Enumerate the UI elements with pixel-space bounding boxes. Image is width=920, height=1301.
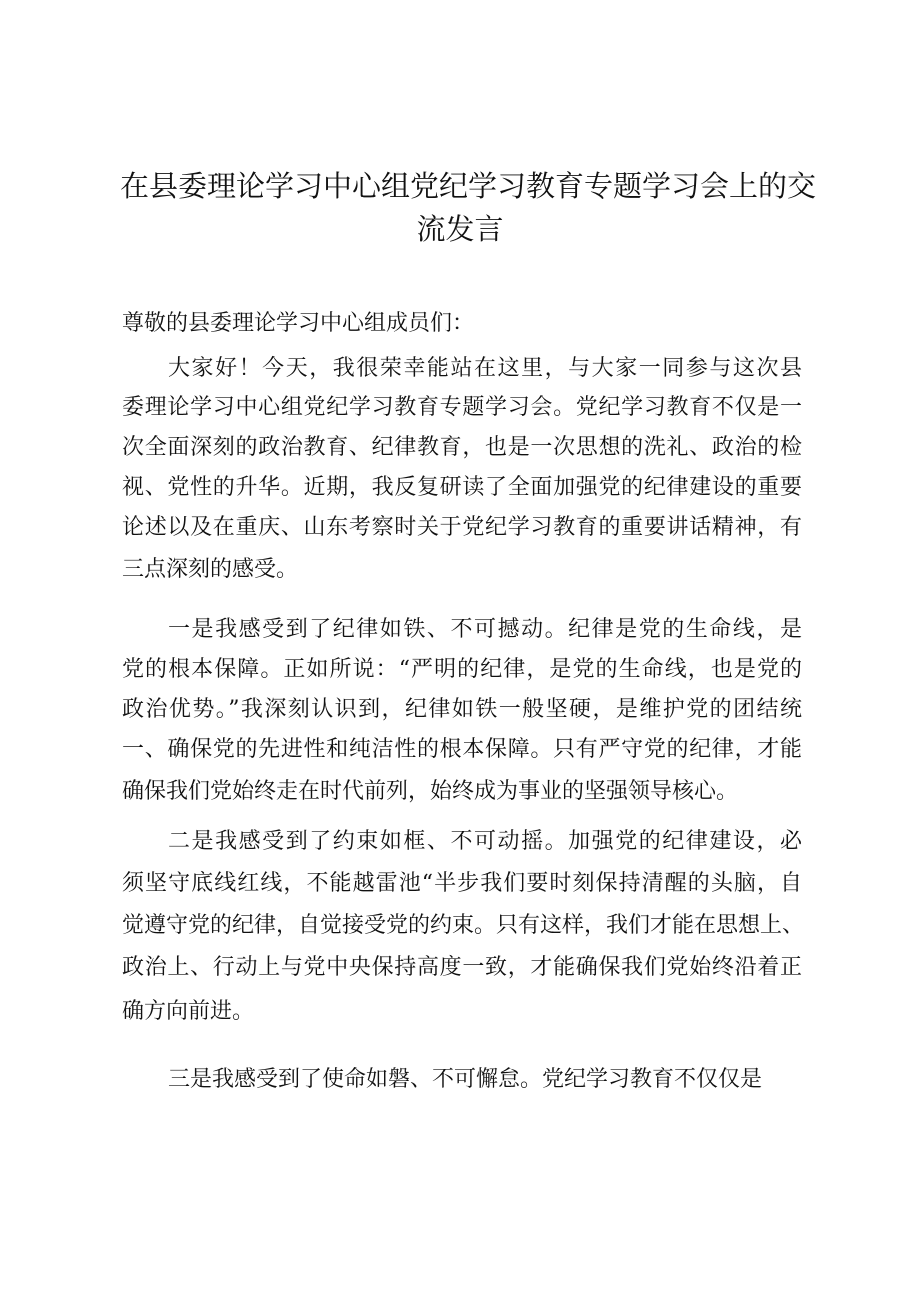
paragraph-line: 一、确保党的先进性和纯洁性的根本保障。只有严守党的纪律，才能 (122, 737, 802, 762)
paragraph-line: 党的根本保障。正如所说：“严明的纪律，是党的生命线，也是党的 (122, 657, 802, 682)
document-title-line-2: 流发言 (416, 212, 504, 246)
paragraph-line: 大家好！今天，我很荣幸能站在这里，与大家一同参与这次县 (168, 356, 802, 381)
paragraph-line: 三是我感受到了使命如磐、不可懈怠。党纪学习教育不仅仅是 (168, 1067, 763, 1092)
paragraph-line: 次全面深刻的政治教育、纪律教育，也是一次思想的洗礼、政治的检 (122, 435, 802, 460)
paragraph-line: 政治上、行动上与党中央保持高度一致，才能确保我们党始终沿着正 (122, 955, 802, 980)
paragraph-line: 二是我感受到了约束如框、不可动摇。加强党的纪律建设，必 (168, 829, 802, 854)
paragraph-line: 三点深刻的感受。 (122, 557, 299, 582)
paragraph-line: 确方向前进。 (122, 999, 255, 1024)
paragraph-line: 论述以及在重庆、山东考察时关于党纪学习教育的重要讲话精神，有 (122, 515, 802, 540)
document-title-line-1: 在县委理论学习中心组党纪学习教育专题学习会上的交 (120, 169, 817, 203)
paragraph-line: 觉遵守党的纪律，自觉接受党的约束。只有这样，我们才能在思想上、 (122, 913, 805, 938)
paragraph-line: 委理论学习中心组党纪学习教育专题学习会。党纪学习教育不仅是一 (122, 395, 802, 420)
salutation: 尊敬的县委理论学习中心组成员们： (122, 311, 475, 336)
paragraph-line: 一是我感受到了纪律如铁、不可撼动。纪律是党的生命线，是 (168, 617, 802, 642)
paragraph-line: 须坚守底线红线，不能越雷池“半步我们要时刻保持清醒的头脑，自 (122, 871, 802, 896)
paragraph-line: 确保我们党始终走在时代前列，始终成为事业的坚强领导核心。 (122, 779, 739, 804)
paragraph-line: 视、党性的升华。近期，我反复研读了全面加强党的纪律建设的重要 (122, 475, 802, 500)
paragraph-line: 政治优势。”我深刻认识到，纪律如铁一般坚硬，是维护党的团结统 (122, 697, 802, 722)
